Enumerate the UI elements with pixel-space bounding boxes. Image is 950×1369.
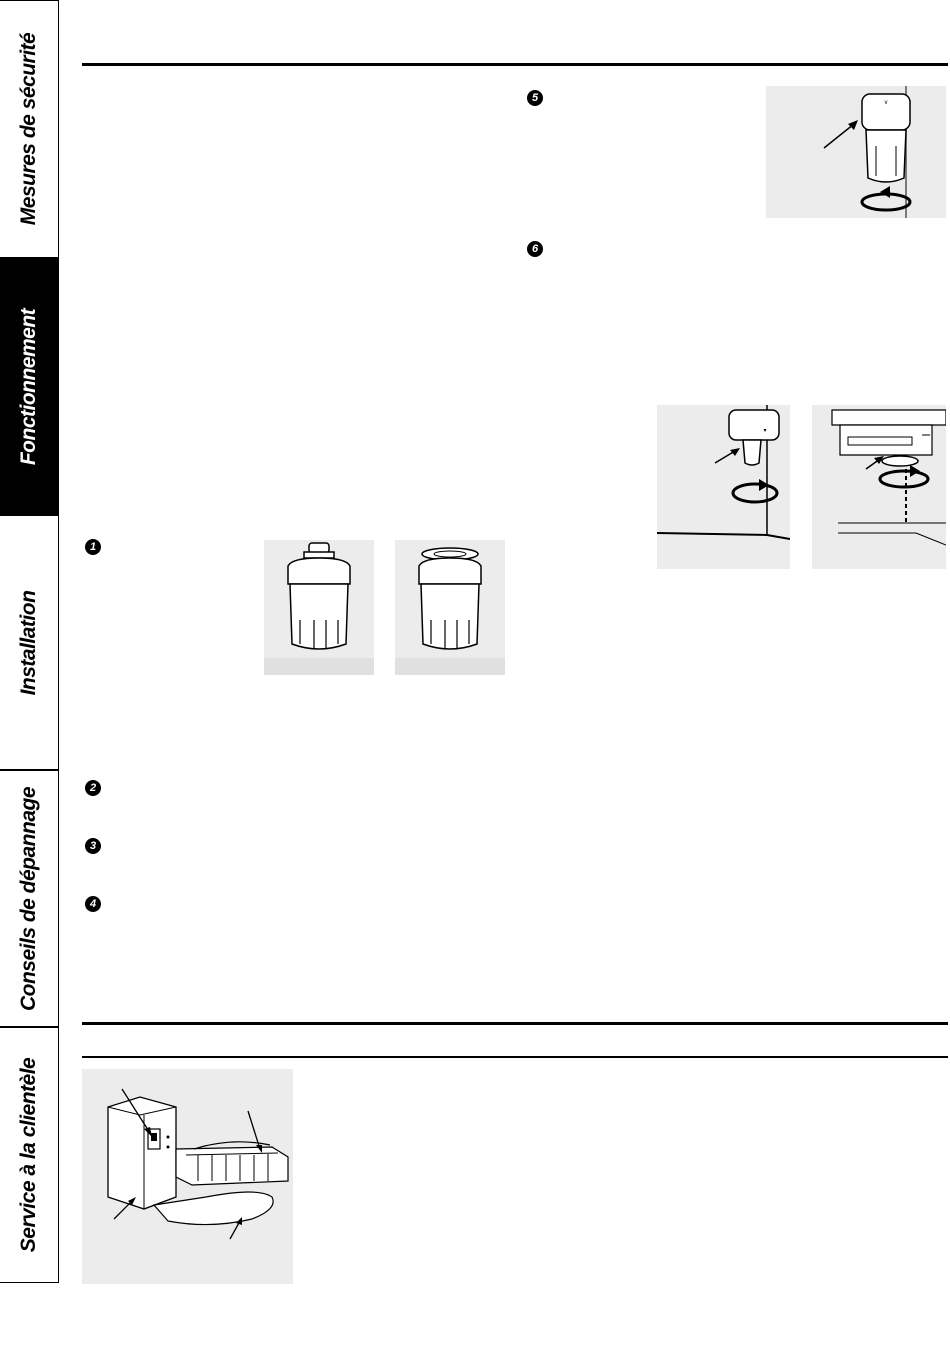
step-5-bullet: 5 [527,90,543,106]
filter-cartridge-twist-icon [766,86,946,218]
step-2-bullet: 2 [85,780,101,796]
tab-conseils-de-depannage[interactable] [0,770,59,1027]
filter-with-cap-icon [264,540,374,675]
icemaker-assembly-icon [82,1069,293,1284]
step-3-bullet: 3 [85,838,101,854]
tab-label: Mesures de sécurité [17,32,40,226]
step-4-bullet: 4 [85,896,101,912]
tab-label: Fonctionnement [17,308,40,465]
tab-fonctionnement[interactable] [0,258,59,515]
svg-text:v: v [884,100,888,106]
step-6-bullet: 6 [527,241,543,257]
tab-installation[interactable] [0,515,59,770]
filter-cartridge-ceiling-icon [812,405,946,569]
tab-mesures-de-securite[interactable] [0,0,59,258]
tab-service-a-la-clientele[interactable] [0,1027,59,1283]
tab-label: Conseils de dépannage [17,786,40,1011]
filter-cartridge-install-icon [657,405,790,569]
step-1-bullet: 1 [85,539,101,555]
filter-without-cap-icon [395,540,505,675]
section-rule [82,1022,948,1025]
top-rule [82,63,948,66]
section-sidebar [0,0,62,1283]
tab-label: Installation [17,590,40,695]
tab-label: Service à la clientèle [17,1057,40,1253]
subsection-rule [82,1056,948,1058]
svg-text:▾: ▾ [763,428,767,434]
